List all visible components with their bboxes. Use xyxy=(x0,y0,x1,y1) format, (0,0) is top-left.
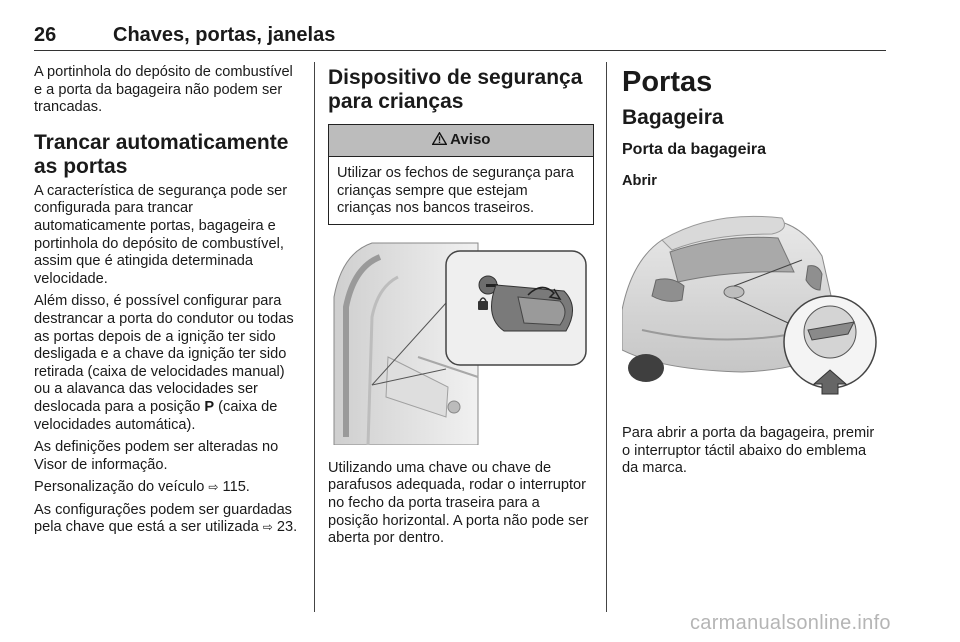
warning-body xyxy=(329,157,593,224)
illustration-caption: Utilizando uma chave ou chave de parafusos adequada, rodar o interruptor no fecho da porta traseira para a posição horizontal. A porta não pode ser aberta por dentro. xyxy=(328,459,589,547)
paragraph: A característica de segurança pode ser configurada para trancar automaticamente portas, bagageira e portinhola do depósito de combustível, assim que é atingida determinada velocidade. xyxy=(34,182,288,287)
subsection-heading-tailgate: Bagageira xyxy=(622,106,724,129)
warning-title: Aviso xyxy=(450,131,491,148)
topic-heading-open: Abrir xyxy=(622,173,657,189)
paragraph-cross-reference xyxy=(34,502,302,537)
text-run: Além disso, é possível configurar para destrancar a porta do condutor ou todas as portas depois de a ignição ter sido desligada e a chave da ignição ter sido retirada (caixa de velocidades manual) ou a alavanca das velocidades ser deslocada para a posição xyxy=(34,293,294,415)
page-reference: 115. xyxy=(218,479,250,496)
warning-triangle-icon xyxy=(432,131,451,148)
page-reference-icon: ⇨ xyxy=(208,480,219,495)
child-lock-illustration xyxy=(328,237,594,450)
column-divider-2 xyxy=(606,62,607,612)
gear-position-p: P xyxy=(204,398,215,415)
page-number: 26 xyxy=(34,24,57,46)
page-reference: 23. xyxy=(272,519,298,536)
watermark: carmanualsonline.info xyxy=(690,612,891,634)
column-divider-1 xyxy=(314,62,315,612)
paragraph-cross-reference xyxy=(34,479,302,497)
section-heading-doors: Portas xyxy=(622,66,713,98)
topic-heading-tailgate-door: Porta da bagageira xyxy=(622,141,767,158)
text-run: Personalização do veículo xyxy=(34,479,209,496)
warning-header xyxy=(329,125,593,157)
intro-paragraph: A portinhola do depósito de combustível e a porta da bagageira não podem ser trancadas. xyxy=(34,64,293,116)
column-1 xyxy=(34,64,302,542)
text-run: As configurações podem ser guardadas pela chave que está a ser utilizada xyxy=(34,501,292,536)
section-heading-child-lock: Dispositivo de segurança para crianças xyxy=(328,66,583,113)
warning-box xyxy=(328,124,594,225)
paragraph: As definições podem ser alteradas no Visor de informação. xyxy=(34,439,279,473)
column-2 xyxy=(328,64,594,553)
page-header-title: Chaves, portas, janelas xyxy=(113,24,336,46)
section-heading-auto-lock: Trancar automaticamente as portas xyxy=(34,130,289,178)
text-run: (caixa de velocidades automática). xyxy=(34,398,278,433)
header-rule xyxy=(34,50,886,51)
paragraph xyxy=(34,293,302,434)
tailgate-illustration xyxy=(622,200,886,415)
warning-text: Utilizar os fechos de segurança para crianças sempre que estejam crianças nos bancos traseiros. xyxy=(337,165,574,217)
column-3 xyxy=(622,64,886,483)
page-reference-icon: ⇨ xyxy=(262,520,273,535)
illustration-caption: Para abrir a porta da bagageira, premir o interruptor táctil abaixo do emblema da marca. xyxy=(622,425,875,477)
